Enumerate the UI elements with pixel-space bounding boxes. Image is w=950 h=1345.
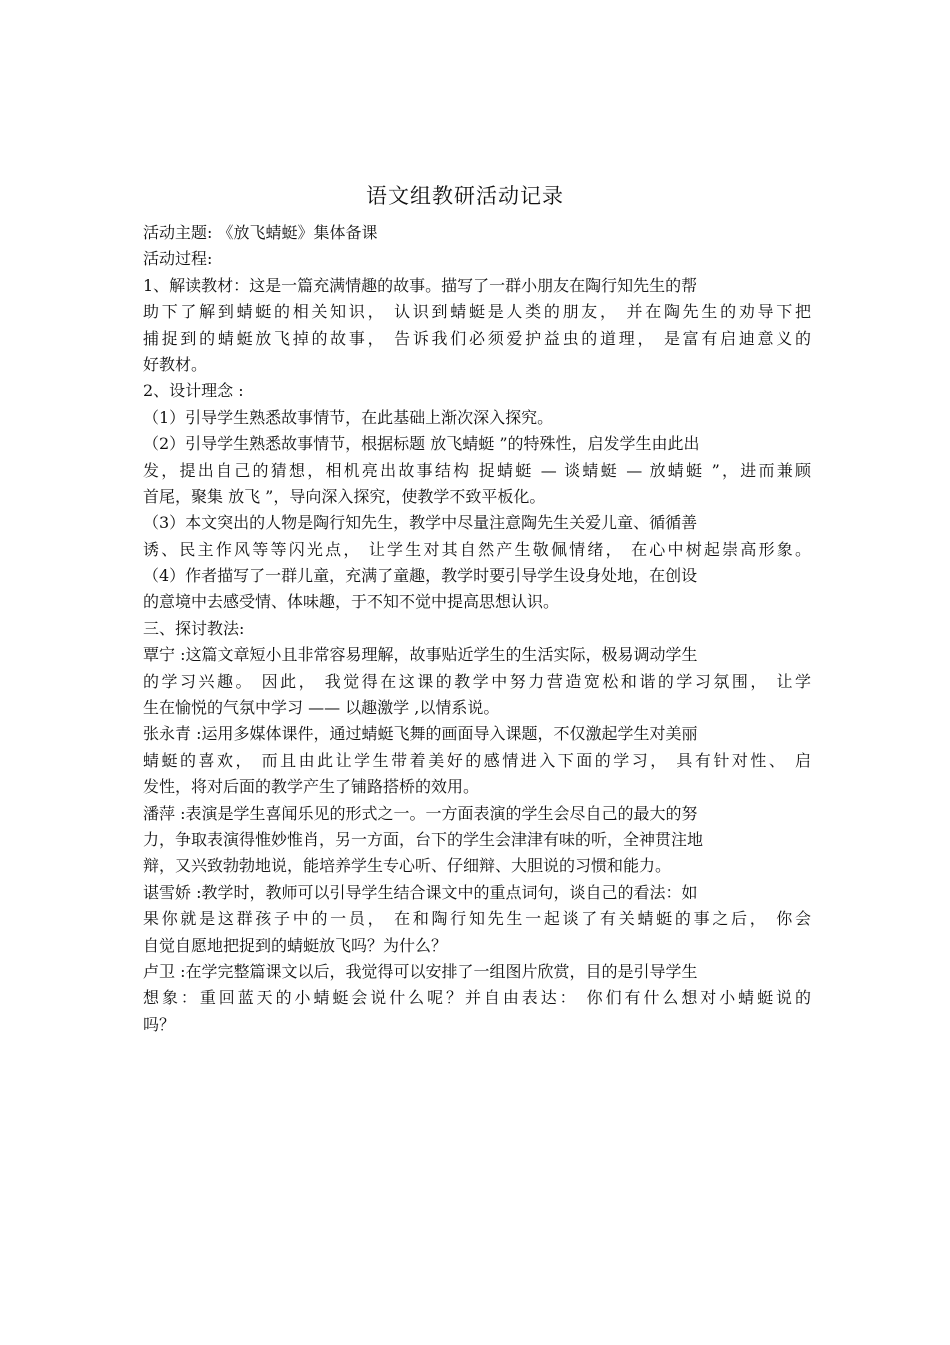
document-body	[143, 220, 811, 1038]
text-line: 诱、民主作风等等闪光点， 让学生对其自然产生敬佩情绪， 在心中树起崇高形象。	[143, 539, 811, 559]
text-line: 果你就是这群孩子中的一员， 在和陶行知先生一起谈了有关蜻蜓的事之后， 你会	[143, 909, 811, 929]
text-line: 潘萍 :表演是学生喜闻乐见的形式之一。一方面表演的学生会尽自己的最大的努	[143, 803, 698, 823]
text-line: 助下了解到蜻蜓的相关知识， 认识到蜻蜓是人类的朋友， 并在陶先生的劝导下把	[143, 302, 811, 322]
text-line: 2、设计理念 :	[143, 381, 244, 401]
text-line: 三、探讨教法:	[143, 618, 245, 638]
text-line: 活动主题: 《放飞蜻蜓》集体备课	[143, 223, 378, 242]
text-line: 好教材。	[143, 354, 208, 374]
text-line: 的学习兴趣。 因此， 我觉得在这课的教学中努力营造宽松和谐的学习氛围， 让学	[143, 671, 811, 691]
text-line: 1、解读教材：这是一篇充满情趣的故事。描写了一群小朋友在陶行知先生的帮	[143, 275, 698, 295]
text-line: 首尾，聚集 放飞 ”，导向深入探究，使教学不致平板化。	[143, 486, 546, 506]
text-line: （2）引导学生熟悉故事情节，根据标题 放飞蜻蜓 ”的特殊性，启发学生由此出	[143, 434, 700, 454]
text-line: 力，争取表演得惟妙惟肖，另一方面，台下的学生会津津有味的听，全神贯注地	[143, 829, 704, 849]
text-line: 活动过程:	[143, 249, 213, 269]
text-line: 谌雪娇 :教学时，教师可以引导学生结合课文中的重点词句，谈自己的看法：如	[143, 882, 698, 902]
text-line: 张永青 :运用多媒体课件，通过蜻蜓飞舞的画面导入课题，不仅激起学生对美丽	[143, 724, 698, 744]
text-line: 吗？	[143, 1014, 176, 1034]
text-line: 自觉自愿地把捉到的蜻蜓放飞吗？为什么？	[143, 935, 448, 955]
text-line: 覃宁 :这篇文章短小且非常容易理解，故事贴近学生的生活实际，极易调动学生	[143, 645, 698, 665]
text-line: （1）引导学生熟悉故事情节，在此基础上渐次深入探究。	[143, 407, 554, 427]
text-line: 的意境中去感受情、体味趣，于不知不觉中提高思想认识。	[143, 592, 560, 612]
text-line: 想象：重回蓝天的小蜻蜓会说什么呢？并自由表达： 你们有什么想对小蜻蜓说的	[143, 988, 811, 1008]
document-title: 语文组教研活动记录	[366, 184, 564, 208]
text-line: （4）作者描写了一群儿童，充满了童趣，教学时要引导学生设身处地，在创设	[143, 566, 698, 586]
text-line: 卢卫 :在学完整篇课文以后，我觉得可以安排了一组图片欣赏，目的是引导学生	[143, 961, 698, 981]
text-line: 辩，又兴致勃勃地说，能培养学生专心听、仔细辩、大胆说的习惯和能力。	[143, 856, 672, 876]
text-line: 生在愉悦的气氛中学习 —— 以趣激学 ,以情系说。	[143, 698, 500, 718]
text-line: （3）本文突出的人物是陶行知先生，教学中尽量注意陶先生关爱儿童、循循善	[143, 513, 698, 533]
text-line: 捕捉到的蜻蜓放飞掉的故事， 告诉我们必须爱护益虫的道理， 是富有启迪意义的	[143, 328, 811, 348]
text-line: 发性，将对后面的教学产生了铺路搭桥的效用。	[143, 777, 480, 797]
text-line: 发，提出自己的猜想，相机亮出故事结构 捉蜻蜓 — 谈蜻蜓 — 放蜻蜓 ”，进而兼顾	[143, 460, 811, 480]
text-line: 蜻蜓的喜欢， 而且由此让学生带着美好的感情进入下面的学习， 具有针对性、 启	[143, 750, 811, 770]
